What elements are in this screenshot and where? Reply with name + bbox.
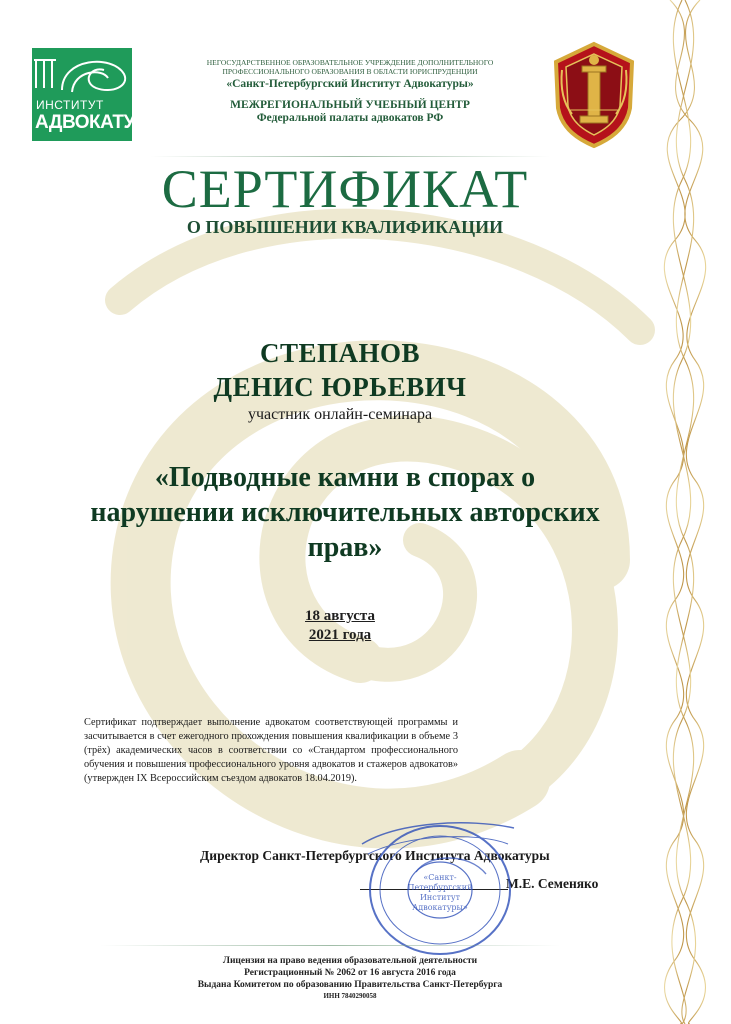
director-title: Директор Санкт-Петербургского Института Адвокатуры [200,848,550,863]
gold-border-ornament [640,0,731,1024]
svg-text:Адвокатуры»: Адвокатуры» [412,903,468,912]
signer-name: М.Е. Семеняко [506,876,599,891]
org-name: «Санкт-Петербургский Институт Адвокатуры» [226,78,474,90]
certificate-subtitle: О ПОВЫШЕНИИ КВАЛИФИКАЦИИ [186,217,504,237]
header-divider [150,156,550,157]
registration-line: Регистрационный № 2062 от 16 августа 2016 года [244,968,456,978]
svg-text:Петербургский: Петербургский [407,883,473,892]
svg-text:Институт: Институт [419,893,461,902]
certificate-body-text: Сертификат подтверждает выполнение адвокатом соответствующей программы и засчитывается в счет ежегодного прохождения повышения квалификации в объеме 3 (трёх) академических часов в соответствии со «Стандартом профессионального обучения и повышения профессионального уровня адвокатов и стажеров адвокатов» (утвержден IX Всероссийским съездом адвокатов 18.04.2019). [84,717,458,784]
license-line: Лицензия на право ведения образовательной деятельности [222,956,478,966]
institute-logo [32,48,166,141]
org-type-line1: НЕГОСУДАРСТВЕННОЕ ОБРАЗОВАТЕЛЬНОЕ УЧРЕЖДЕНИЕ ДОПОЛНИТЕЛЬНОГО [206,58,494,67]
header-org-block [150,58,550,124]
date-year: 2021 года [308,627,372,643]
logo-text-line2: АДВОКАТУРЫ [35,112,166,133]
bar-association-emblem-icon [548,40,640,148]
recipient-surname: СТЕПАНОВ [259,338,421,368]
stamp-inner-text-1: «Санкт- [423,873,457,882]
recipient-role: участник онлайн-семинара [247,406,433,423]
logo-text-line1: ИНСТИТУТ [36,98,104,112]
license-footer [150,955,550,1001]
org-type-line2: ПРОФЕССИОНАЛЬНОГО ОБРАЗОВАНИЯ В ОБЛАСТИ ЮРИСПРУДЕНЦИИ [222,67,478,76]
training-center-line2: Федеральной палаты адвокатов РФ [256,112,444,124]
official-stamp-icon [358,814,520,962]
footer-divider [100,945,560,946]
training-center-line1: МЕЖРЕГИОНАЛЬНЫЙ УЧЕБНЫЙ ЦЕНТР [230,99,470,111]
logo-columns-icon [32,48,132,98]
certificate-title: СЕРТИФИКАТ [161,159,529,219]
seminar-title: «Подводные камни в спорах о нарушении исключительных авторских прав» [90,462,600,563]
inn-line: ИНН 7840290058 [323,992,377,1000]
date-day-month: 18 августа [305,608,375,624]
recipient-given-names: ДЕНИС ЮРЬЕВИЧ [213,372,467,402]
issued-by-line: Выдана Комитетом по образованию Правительства Санкт-Петербурга [197,980,503,990]
